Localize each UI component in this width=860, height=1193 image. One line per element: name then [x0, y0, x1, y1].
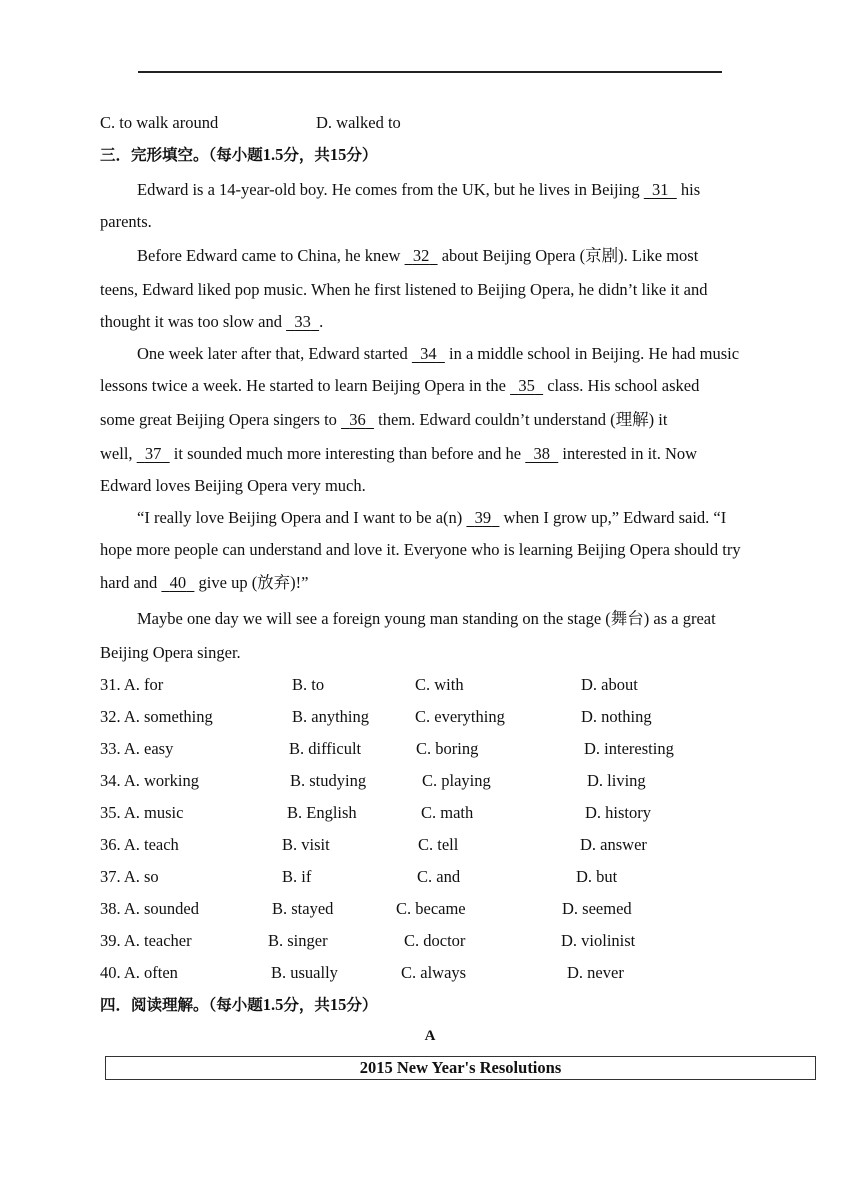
option-d: D. history: [585, 803, 651, 822]
blank-39: 39: [474, 508, 492, 527]
passage-line: well, 37 it sounded much more interesting than before and he 38 interested in it. Now: [100, 444, 698, 463]
option-d: D. seemed: [562, 899, 632, 918]
section3-heading: 三．完形填空。（每小题1.5分，共15分）: [100, 145, 378, 164]
passage-line: “I really love Beijing Opera and I want to be a(n) 39 when I grow up,” Edward said. “I: [137, 508, 727, 527]
option-a: 36. A. teach: [100, 835, 179, 854]
option-b: B. studying: [290, 771, 367, 790]
option-b: B. difficult: [289, 739, 362, 758]
passage-line: lessons twice a week. He started to learn Beijing Opera in the 35 class. His school asked: [100, 376, 700, 395]
option-c: C. always: [401, 963, 467, 982]
passage-line: Maybe one day we will see a foreign young man standing on the stage (舞台) as a great: [137, 609, 716, 628]
option-c: C. doctor: [404, 931, 466, 950]
option-a: 32. A. something: [100, 707, 213, 726]
option-c: C. math: [421, 803, 474, 822]
option-a: 38. A. sounded: [100, 899, 199, 918]
blank-33: 33: [294, 312, 311, 331]
passage-line: thought it was too slow and 33 .: [100, 312, 324, 331]
blank-32: 32: [412, 246, 430, 265]
blank-40: 40: [169, 573, 187, 592]
option-b: B. to: [292, 675, 325, 694]
option-d: D. answer: [580, 835, 647, 854]
passage-line: parents.: [100, 212, 152, 231]
option-b: B. anything: [292, 707, 369, 726]
option-d: D. nothing: [581, 707, 652, 726]
option-b: B. English: [287, 803, 357, 822]
option-d: D. interesting: [584, 739, 674, 758]
option-b: B. if: [282, 867, 312, 886]
header-rule: [138, 71, 722, 73]
option-a: 31. A. for: [100, 675, 164, 694]
option-c: C. became: [396, 899, 466, 918]
option-d: D. violinist: [561, 931, 636, 950]
option-d: D. about: [581, 675, 638, 694]
passage-line: hope more people can understand and love it. Everyone who is learning Beijing Opera should try: [100, 540, 741, 559]
reading-title-box: 2015 New Year's Resolutions: [105, 1056, 816, 1080]
passage-line: hard and 40 give up (放弃)!”: [100, 573, 309, 592]
option-a: 33. A. easy: [100, 739, 174, 758]
option-b: B. singer: [268, 931, 328, 950]
prev-option-d: D. walked to: [316, 113, 401, 132]
option-c: C. tell: [418, 835, 459, 854]
passage-line: Edward loves Beijing Opera very much.: [100, 476, 366, 495]
blank-31: 31: [652, 180, 669, 199]
option-c: C. with: [415, 675, 464, 694]
option-a: 39. A. teacher: [100, 931, 192, 950]
blank-37: 37: [144, 444, 162, 463]
blank-36: 36: [349, 410, 366, 429]
blank-35: 35: [518, 376, 535, 395]
blank-34: 34: [420, 344, 437, 363]
blank-38: 38: [533, 444, 550, 463]
passage-line: teens, Edward liked pop music. When he first listened to Beijing Opera, he didn’t like it and: [100, 280, 708, 299]
option-c: C. everything: [415, 707, 505, 726]
option-d: D. but: [576, 867, 618, 886]
option-c: C. boring: [416, 739, 479, 758]
passage-line: Edward is a 14-year-old boy. He comes from the UK, but he lives in Beijing 31 his: [137, 180, 701, 199]
passage-line: Beijing Opera singer.: [100, 643, 241, 662]
option-d: D. never: [567, 963, 624, 982]
section4-heading: 四．阅读理解。（每小题1.5分，共15分）: [100, 995, 378, 1014]
option-b: B. stayed: [272, 899, 334, 918]
prev-option-c: C. to walk around: [100, 113, 219, 132]
option-a: 37. A. so: [100, 867, 159, 886]
option-a: 34. A. working: [100, 771, 199, 790]
option-a: 40. A. often: [100, 963, 178, 982]
passage-line: some great Beijing Opera singers to 36 them. Edward couldn’t understand (理解) it: [100, 410, 668, 429]
option-b: B. visit: [282, 835, 330, 854]
passage-line: One week later after that, Edward started 34 in a middle school in Beijing. He had music: [137, 344, 740, 363]
option-b: B. usually: [271, 963, 338, 982]
option-c: C. playing: [422, 771, 491, 790]
option-d: D. living: [587, 771, 646, 790]
option-c: C. and: [417, 867, 461, 886]
option-a: 35. A. music: [100, 803, 184, 822]
passage-line: Before Edward came to China, he knew 32 about Beijing Opera (京剧). Like most: [137, 246, 699, 265]
reading-part-label: A: [424, 1028, 436, 1044]
